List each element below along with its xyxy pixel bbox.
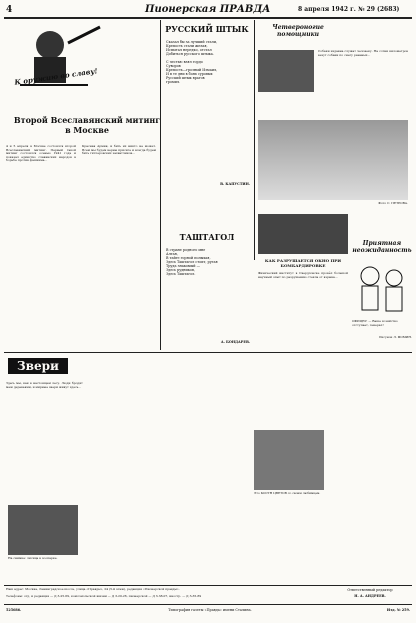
- fox-caption: На снимке: лисица в зоопарке.: [8, 556, 58, 560]
- mid-rule: [4, 352, 412, 353]
- masthead: Пионерская ПРАВДА: [145, 4, 271, 15]
- dog-photo: [258, 50, 314, 92]
- footer-left-code: 525686.: [6, 608, 22, 612]
- helpers-title: Четвероногие помощники: [272, 24, 324, 38]
- tashtagol-title: ТАШТАГОЛ: [179, 232, 235, 242]
- animals-title: Звери: [8, 358, 68, 374]
- article-body-left: 4 и 5 апреля в Москве состоялся второй Всеславянский митинг. Первый такой митинг состоялся осенью 1941 года и показал единство славянских народов в борьбе против фашизма...: [6, 144, 77, 163]
- cartoon-drawing: [352, 258, 412, 318]
- window-photo: [258, 214, 348, 254]
- bomb-body: Физический институт в Свердловске провёл большой научный опыт по разрушению стекла от взрыва...: [258, 271, 349, 279]
- helpers-caption: Фото С. ПЕТРОВА.: [378, 201, 408, 205]
- footer-editor-label: Ответственный редактор: [347, 588, 393, 592]
- kid-caption: Это КОСТЯ ЦВЕТОВ со своим любимцем.: [254, 491, 321, 495]
- header-rule: [4, 17, 412, 19]
- poem-body: Сказал бы за лучший стали, Крепость стали желая, Испытал нередко, отстал Добиться русского штыка. С честью взял гордо Суворов Крепость—грозный Измаил, И в те дни в боях суровых Русский штык врагов громил.: [166, 40, 218, 84]
- footer-printer: Типография газеты «Правда» имени Сталина.: [168, 608, 252, 612]
- cartoon-signature: Рисунок Л. ФОМИН.: [379, 335, 412, 339]
- footer-rule-bottom: [4, 604, 412, 605]
- cartoon-title: Приятная неожиданность: [352, 240, 412, 254]
- article-body-right: Красная Армия, и бить их никто не может. Всем мы будем верны присяге и всегда будем бить гитлеровских захватчиков...: [82, 144, 157, 156]
- cartoon-caption: ОФИЦЕР: — Ваше хозяйство отступает, генерал!: [352, 319, 398, 327]
- footer-editor-name: Н. А. АНДРЕЕВ.: [354, 594, 386, 598]
- page-number: 4: [6, 5, 13, 15]
- animals-body: Здесь мы, как в настоящем лесу. Люди бродят меж деревьями, и мирные звери живут здесь...: [6, 381, 84, 389]
- cartoon-icon: [352, 258, 412, 318]
- kid-photo: [254, 430, 324, 490]
- date-issue: 8 апреля 1942 г. № 29 (2683): [298, 6, 400, 13]
- footer-phones: Телефоны: отд. и редакция — Д 3-25-69, комсомольской жизни — Д 3-20-26, пионерской — Д 3-38-07, иностр. — Д 3-35-89: [6, 594, 202, 598]
- poem-author: В. КАПУСТИН.: [220, 182, 250, 186]
- footer-rule: [4, 585, 412, 586]
- helpers-body: Собаки издавна служат человеку. На сотни километров везут собаки по снегу раненых...: [318, 49, 409, 57]
- poem-title: РУССКИЙ ШТЫК: [165, 24, 249, 34]
- col-rule: [254, 20, 255, 260]
- fox-photo: [8, 505, 78, 555]
- footer-order: Изд. № 259.: [386, 608, 410, 612]
- tashtagol-body: В стране родного мне Алтая, В тайге горной полыхая, Здесь Таштагол стоит, ругая Труда знакомый — Здесь рудников, Здесь Таштагол.: [166, 248, 218, 276]
- tashtagol-author: А. БОНДАРЕВ.: [220, 340, 250, 344]
- bomb-title: КАК РАЗРУШАЕТСЯ ОКНО ПРИ БОМБАРДИРОВКЕ: [264, 258, 342, 268]
- article-title: Второй Всеславянский митинг в Москве: [13, 115, 161, 135]
- footer-address: Наш адрес: Москва, Ленинградское шоссе, улица «Правды», 24 (5-й этаж), редакция «Пионерской правды».: [6, 587, 180, 591]
- banner-title: К оружию во славу!: [13, 66, 99, 87]
- ski-photo: [258, 120, 408, 200]
- col-rule: [160, 20, 161, 350]
